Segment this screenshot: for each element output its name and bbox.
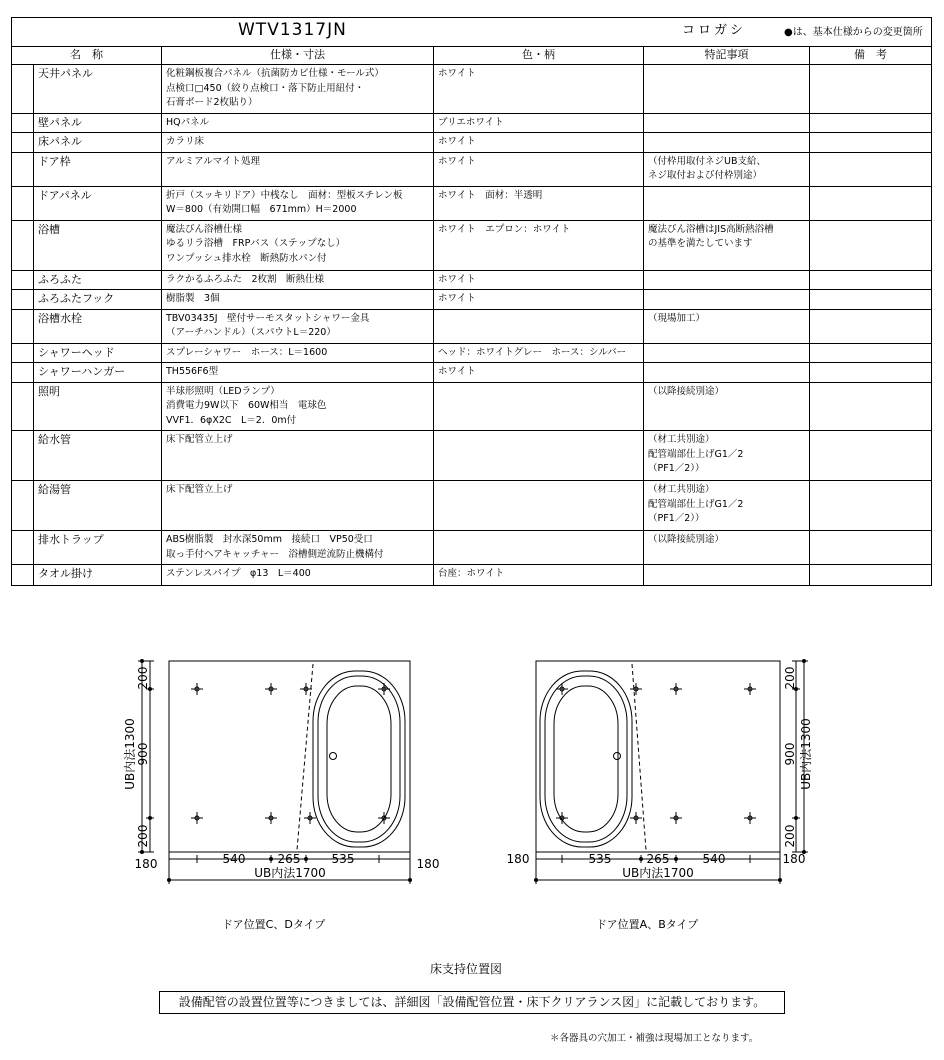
row-color: ホワイト xyxy=(434,270,644,290)
row-color: 台座：ホワイト xyxy=(434,565,644,586)
row-name: シャワーヘッド xyxy=(34,343,162,363)
table-row xyxy=(12,290,932,310)
row-remark xyxy=(644,270,810,290)
row-spec: スプレーシャワー ホース：L＝1600 xyxy=(162,343,434,363)
table-row xyxy=(12,382,932,431)
col-spec: 仕様・寸法 xyxy=(162,47,434,65)
row-name: 壁パネル xyxy=(34,113,162,133)
row-note-cell xyxy=(810,186,932,220)
row-spec: 樹脂製 3個 xyxy=(162,290,434,310)
caption-right: ドア位置A、Bタイプ xyxy=(596,918,699,931)
row-spec: アルミアルマイト処理 xyxy=(162,152,434,186)
row-index-cell xyxy=(12,152,34,186)
row-index-cell xyxy=(12,309,34,343)
row-index-cell xyxy=(12,343,34,363)
row-spec: 半球形照明（LEDランプ） 消費電力9W以下 60W相当 電球色 VVF1．6φX2C L＝2．0m付 xyxy=(162,382,434,431)
side-right-2: 200 xyxy=(783,824,797,848)
row-index-cell xyxy=(12,270,34,290)
row-name: 給水管 xyxy=(34,431,162,481)
row-name: 照明 xyxy=(34,382,162,431)
col-remark: 特記事項 xyxy=(644,47,810,65)
row-color xyxy=(434,382,644,431)
row-name: ふろふた xyxy=(34,270,162,290)
row-spec: TH556F6型 xyxy=(162,363,434,383)
row-note-cell xyxy=(810,531,932,565)
row-remark xyxy=(644,363,810,383)
table-row xyxy=(12,531,932,565)
row-spec: 床下配管立上げ xyxy=(162,431,434,481)
table-row xyxy=(12,220,932,270)
row-name: ドア枠 xyxy=(34,152,162,186)
dim-right-0: 180 xyxy=(506,852,530,866)
spec-table xyxy=(11,17,932,586)
row-spec: 魔法びん浴槽仕様 ゆるリラ浴槽 FRPバス（ステップなし） ワンプッシュ排水栓 断熱防水パン付 xyxy=(162,220,434,270)
piping-note: 設備配管の設置位置等につきましては、詳細図「設備配管位置・床下クリアランス図」に記載しております。 xyxy=(159,991,785,1014)
row-remark: （付枠用取付ネジUB支給、 ネジ取付および付枠別途） xyxy=(644,152,810,186)
row-name: 天井パネル xyxy=(34,65,162,114)
total-left: UB内法1700 xyxy=(254,866,326,880)
caption-left: ドア位置C、Dタイプ xyxy=(222,918,326,931)
row-note-cell xyxy=(810,481,932,531)
row-name: タオル掛け xyxy=(34,565,162,586)
row-remark xyxy=(644,565,810,586)
row-color: ホワイト xyxy=(434,65,644,114)
table-row xyxy=(12,363,932,383)
header-row xyxy=(12,47,932,65)
floor-diagram-left xyxy=(120,650,440,890)
side-right-1: 900 xyxy=(783,742,797,766)
table-row xyxy=(12,133,932,153)
row-color: ホワイト xyxy=(434,363,644,383)
side-total-left: UB内法1300 xyxy=(123,718,137,790)
row-spec: ラクかるふろふた 2枚割 断熱仕様 xyxy=(162,270,434,290)
table-row xyxy=(12,481,932,531)
row-note-cell xyxy=(810,65,932,114)
row-remark xyxy=(644,343,810,363)
row-note-cell xyxy=(810,309,932,343)
row-note-cell xyxy=(810,343,932,363)
row-remark xyxy=(644,65,810,114)
variant-label: コロガシ xyxy=(682,23,747,38)
row-remark: （材工共別途） 配管端部仕上げG1／2 （PF1／2）） xyxy=(644,481,810,531)
row-color: ヘッド：ホワイトグレー ホース：シルバー xyxy=(434,343,644,363)
row-name: 床パネル xyxy=(34,133,162,153)
row-index-cell xyxy=(12,290,34,310)
row-color: ホワイト 面材：半透明 xyxy=(434,186,644,220)
row-spec: 床下配管立上げ xyxy=(162,481,434,531)
dim-left-3: 535 xyxy=(331,852,355,866)
row-remark: （以降接続別途） xyxy=(644,531,810,565)
table-row xyxy=(12,186,932,220)
row-index-cell xyxy=(12,65,34,114)
table-row xyxy=(12,270,932,290)
row-color: ブリエホワイト xyxy=(434,113,644,133)
table-row xyxy=(12,431,932,481)
row-index-cell xyxy=(12,431,34,481)
row-name: 浴槽水栓 xyxy=(34,309,162,343)
row-color: ホワイト xyxy=(434,290,644,310)
row-index-cell xyxy=(12,186,34,220)
row-name: ふろふたフック xyxy=(34,290,162,310)
dim-left-2: 265 xyxy=(277,852,301,866)
table-row xyxy=(12,65,932,114)
dim-right-4: 180 xyxy=(782,852,806,866)
row-index-cell xyxy=(12,531,34,565)
dim-right-3: 540 xyxy=(702,852,726,866)
row-spec: カラリ床 xyxy=(162,133,434,153)
row-note-cell xyxy=(810,220,932,270)
row-name: 浴槽 xyxy=(34,220,162,270)
table-row xyxy=(12,565,932,586)
row-name: 給湯管 xyxy=(34,481,162,531)
dim-right-2: 265 xyxy=(646,852,670,866)
model-number: WTV1317JN xyxy=(238,20,347,40)
row-spec: TBV03435J 壁付サーモスタットシャワー金具 （アーチハンドル）（スパウトL＝220） xyxy=(162,309,434,343)
side-total-right: UB内法1300 xyxy=(799,718,813,790)
side-left-2: 200 xyxy=(136,824,150,848)
dim-right-1: 535 xyxy=(588,852,612,866)
row-remark xyxy=(644,133,810,153)
col-color: 色・柄 xyxy=(434,47,644,65)
row-remark: （材工共別途） 配管端部仕上げG1／2 （PF1／2）） xyxy=(644,431,810,481)
row-color: ホワイト xyxy=(434,152,644,186)
row-note-cell xyxy=(810,113,932,133)
row-note-cell xyxy=(810,382,932,431)
row-index-cell xyxy=(12,220,34,270)
row-note-cell xyxy=(810,152,932,186)
row-index-cell xyxy=(12,382,34,431)
dim-left-0: 180 xyxy=(134,857,158,871)
col-note: 備 考 xyxy=(810,47,932,65)
row-index-cell xyxy=(12,363,34,383)
row-spec: 折戸（スッキリドア）中桟なし 面材：型板スチレン板 W＝800（有効開口幅 671mm）H＝2000 xyxy=(162,186,434,220)
table-row xyxy=(12,152,932,186)
floor-diagram-right xyxy=(500,650,820,890)
row-spec: 化粧鋼板複合パネル（抗菌防カビ仕様・モール式） 点検口□450（絞り点検口・落下防止用紐付・ 石膏ボード2枚貼り） xyxy=(162,65,434,114)
row-remark: （以降接続別途） xyxy=(644,382,810,431)
row-spec: HQパネル xyxy=(162,113,434,133)
dim-left-4: 180 xyxy=(416,857,440,871)
table-row xyxy=(12,343,932,363)
row-index-cell xyxy=(12,565,34,586)
row-note-cell xyxy=(810,270,932,290)
row-note-cell xyxy=(810,363,932,383)
row-index-cell xyxy=(12,133,34,153)
row-name: ドアパネル xyxy=(34,186,162,220)
row-note-cell xyxy=(810,431,932,481)
row-color xyxy=(434,309,644,343)
row-color: ホワイト エプロン：ホワイト xyxy=(434,220,644,270)
dim-left-1: 540 xyxy=(222,852,246,866)
col-name: 名 称 xyxy=(12,47,162,65)
row-remark: （現場加工） xyxy=(644,309,810,343)
row-remark xyxy=(644,290,810,310)
diagram-title: 床支持位置図 xyxy=(430,962,503,976)
side-left-0: 200 xyxy=(136,666,150,690)
title-row xyxy=(12,18,932,47)
row-remark: 魔法びん浴槽はJIS高断熱浴槽 の基準を満たしています xyxy=(644,220,810,270)
row-name: 排水トラップ xyxy=(34,531,162,565)
side-right-0: 200 xyxy=(783,666,797,690)
row-index-cell xyxy=(12,113,34,133)
row-color xyxy=(434,431,644,481)
row-color xyxy=(434,481,644,531)
spec-sheet xyxy=(11,17,931,586)
row-spec: ABS樹脂製 封水深50mm 接続口 VP50受口 取っ手付ヘアキャッチャー 浴槽側逆流防止機構付 xyxy=(162,531,434,565)
row-note-cell xyxy=(810,290,932,310)
row-name: シャワーハンガー xyxy=(34,363,162,383)
row-spec: ステンレスパイプ φ13 L＝400 xyxy=(162,565,434,586)
table-row xyxy=(12,309,932,343)
row-color xyxy=(434,531,644,565)
row-remark xyxy=(644,186,810,220)
change-note: ●は、基本仕様からの変更箇所 xyxy=(784,27,923,38)
table-row xyxy=(12,113,932,133)
row-note-cell xyxy=(810,565,932,586)
side-left-1: 900 xyxy=(136,742,150,766)
row-remark xyxy=(644,113,810,133)
row-note-cell xyxy=(810,133,932,153)
row-index-cell xyxy=(12,481,34,531)
row-color: ホワイト xyxy=(434,133,644,153)
footnote: ＊各器具の穴加工・補強は現場加工となります。 xyxy=(550,1033,759,1044)
total-right: UB内法1700 xyxy=(622,866,694,880)
